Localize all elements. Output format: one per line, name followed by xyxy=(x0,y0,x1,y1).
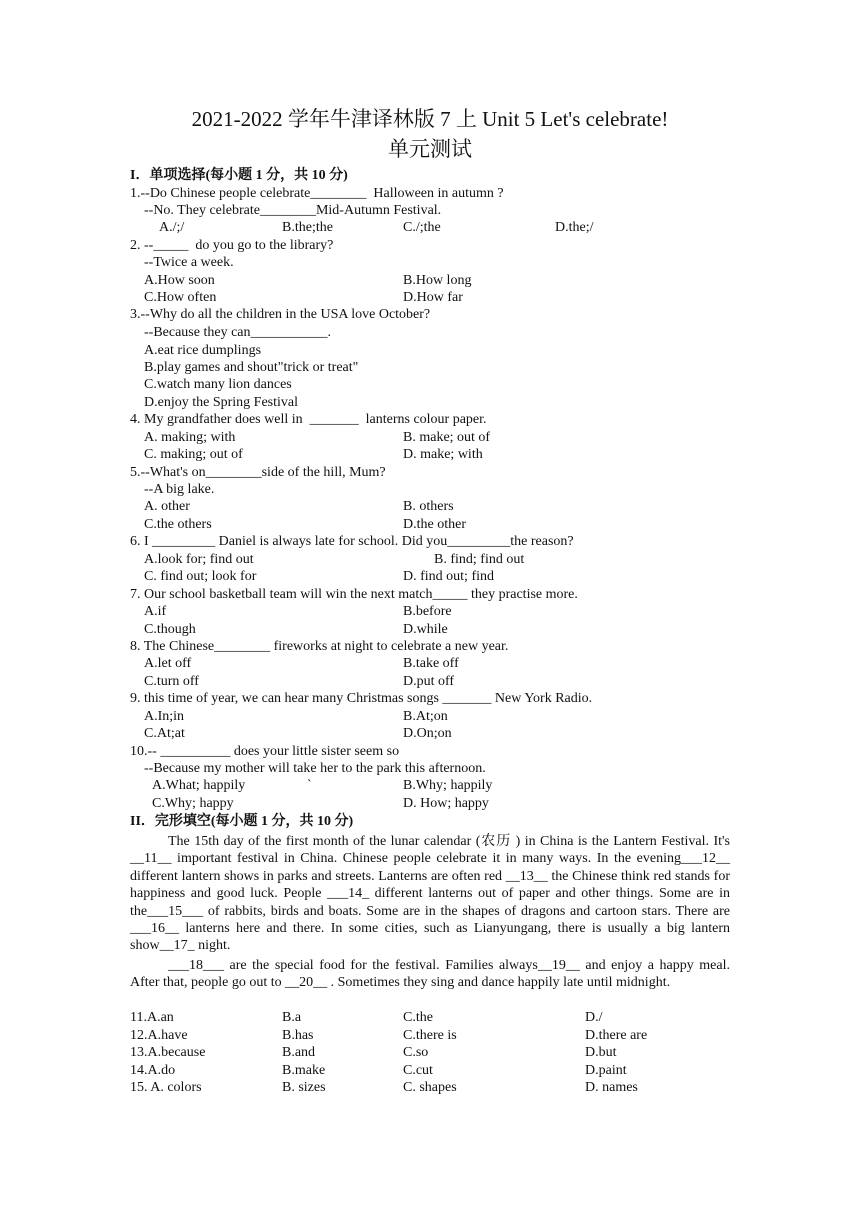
passage-text: lanterns here and there. In some cities, such as Lianyungang, there is usually a big lantern show xyxy=(130,921,730,954)
q8-option-a: A.let off xyxy=(144,656,192,671)
q6-option-a: A.look for; find out xyxy=(144,552,254,567)
q8-option-d: D.put off xyxy=(403,674,455,689)
section-2-heading: II．完形填空(每小题 1 分，共 10 分) xyxy=(130,814,354,829)
q4-option-d: D. make; with xyxy=(403,447,483,462)
blank-11: __11__ xyxy=(130,851,172,867)
q10-reply: --Because my mother will take her to the park this afternoon. xyxy=(144,761,486,776)
q5-reply: --A big lake. xyxy=(144,482,215,497)
q10-option-c: C.Why; happy xyxy=(152,796,234,811)
q9-option-a: A.In;in xyxy=(144,709,185,724)
cloze-13-option-d: D.but xyxy=(585,1045,617,1060)
cloze-15-option-d: D. names xyxy=(585,1080,638,1095)
cloze-13-option-b: B.and xyxy=(282,1045,316,1060)
q2-option-a: A.How soon xyxy=(144,273,215,288)
cloze-13-option-a: 13.A.because xyxy=(130,1045,206,1060)
q4-option-a: A. making; with xyxy=(144,430,236,445)
passage-text: different lantern shows in parks and streets. Lanterns are often red xyxy=(130,868,506,884)
q10-option-b: B.Why; happily xyxy=(403,778,493,793)
q8-option-b: B.take off xyxy=(403,656,459,671)
q2-option-c: C.How often xyxy=(144,290,217,305)
q9-option-c: C.At;at xyxy=(144,726,185,741)
cloze-11-option-b: B.a xyxy=(282,1010,302,1025)
cloze-14-option-d: D.paint xyxy=(585,1063,627,1078)
cloze-15-option-a: 15. A. colors xyxy=(130,1080,202,1095)
cloze-14-option-a: 14.A.do xyxy=(130,1063,176,1078)
q1-reply: --No. They celebrate________Mid-Autumn Festival. xyxy=(144,203,442,218)
q6-option-c: C. find out; look for xyxy=(144,569,257,584)
q6-stem: 6. I _________ Daniel is always late for school. Did you_________the reason? xyxy=(130,534,574,549)
q7-option-c: C.though xyxy=(144,622,196,637)
cloze-15-option-b: B. sizes xyxy=(282,1080,326,1095)
q1-option-d: D.the;/ xyxy=(555,220,594,235)
cloze-14-option-b: B.make xyxy=(282,1063,326,1078)
q2-reply: --Twice a week. xyxy=(144,255,234,270)
q4-stem: 4. My grandfather does well in _______ lanterns colour paper. xyxy=(130,412,487,427)
q3-option-b: B.play games and shout"trick or treat" xyxy=(144,360,359,375)
q5-option-b: B. others xyxy=(403,499,454,514)
passage-text: are the special food for the festival. Families always xyxy=(224,958,538,973)
q5-option-a: A. other xyxy=(144,499,190,514)
passage-text: important festival in China. Chinese people celebrate it in many ways. In the evening xyxy=(171,851,681,867)
passage-text: and enjoy a happy meal. After that, people go out to xyxy=(130,958,730,991)
q6-option-b: B. find; find out xyxy=(434,552,525,567)
blank-19: __19__ xyxy=(537,958,580,973)
q1-option-b: B.the;the xyxy=(282,220,333,235)
q2-option-b: B.How long xyxy=(403,273,472,288)
cloze-12-option-c: C.there is xyxy=(403,1028,457,1043)
q10-option-a: A.What; happily xyxy=(152,778,246,793)
passage-text: The 15th day of the first month of the lunar calendar (农历 ) in China is the Lantern Festival. It's xyxy=(168,834,730,849)
q3-option-d: D.enjoy the Spring Festival xyxy=(144,395,298,410)
title-line-2: 单元测试 xyxy=(388,137,472,161)
cloze-paragraph-2 xyxy=(130,957,730,992)
passage-text: different lanterns out of paper and other things. Some are in the xyxy=(130,886,730,919)
q5-option-c: C.the others xyxy=(144,517,212,532)
q10-option-d: D. How; happy xyxy=(403,796,489,811)
blank-15: ___15___ xyxy=(147,903,204,919)
passage-text: . Sometimes they sing and dance happily late until midnight. xyxy=(327,975,671,991)
q3-stem: 3.--Why do all the children in the USA love October? xyxy=(130,307,431,322)
section-1-heading: I．单项选择(每小题 1 分，共 10 分) xyxy=(130,168,348,183)
passage-text: the Chinese think red stands for happiness and good luck. People xyxy=(130,868,730,902)
q5-option-d: D.the other xyxy=(403,517,466,532)
stray-mark: ` xyxy=(307,778,312,793)
blank-13: __13__ xyxy=(505,868,548,884)
blank-17: __17_ xyxy=(159,938,195,954)
cloze-11-option-d: D./ xyxy=(585,1010,603,1025)
cloze-11-option-c: C.the xyxy=(403,1010,433,1025)
q7-stem: 7. Our school basketball team will win the next match_____ they practise more. xyxy=(130,587,578,602)
blank-12: ___12__ xyxy=(681,851,730,867)
q9-option-b: B.At;on xyxy=(403,709,448,724)
q3-option-c: C.watch many lion dances xyxy=(144,377,292,392)
q10-stem: 10.-- __________ does your little sister seem so xyxy=(130,744,400,759)
cloze-13-option-c: C.so xyxy=(403,1045,429,1060)
q1-option-a: A./;/ xyxy=(159,220,185,235)
q6-option-d: D. find out; find xyxy=(403,569,494,584)
blank-14: ___14_ xyxy=(327,886,370,902)
q8-option-c: C.turn off xyxy=(144,674,199,689)
cloze-paragraph-1 xyxy=(130,833,730,955)
cloze-15-option-c: C. shapes xyxy=(403,1080,457,1095)
blank-16: ___16__ xyxy=(130,921,179,937)
q3-option-a: A.eat rice dumplings xyxy=(144,343,262,358)
q4-option-c: C. making; out of xyxy=(144,447,243,462)
q8-stem: 8. The Chinese________ fireworks at night to celebrate a new year. xyxy=(130,639,509,654)
cloze-12-option-d: D.there are xyxy=(585,1028,648,1043)
blank-18: ___18___ xyxy=(168,958,224,973)
passage-text: of rabbits, birds and boats. Some are in the shapes of dragons and cartoon stars. There are xyxy=(203,903,730,919)
q7-option-a: A.if xyxy=(144,604,167,619)
passage-text: night. xyxy=(194,938,231,954)
q9-option-d: D.On;on xyxy=(403,726,452,741)
cloze-14-option-c: C.cut xyxy=(403,1063,433,1078)
q7-option-d: D.while xyxy=(403,622,448,637)
q9-stem: 9. this time of year, we can hear many Christmas songs _______ New York Radio. xyxy=(130,691,593,706)
q1-option-c: C./;the xyxy=(403,220,441,235)
blank-20: __20__ xyxy=(285,975,328,991)
q1-stem: 1.--Do Chinese people celebrate________ Halloween in autumn ? xyxy=(130,186,504,201)
cloze-11-option-a: 11.A.an xyxy=(130,1010,174,1025)
q2-option-d: D.How far xyxy=(403,290,463,305)
cloze-12-option-a: 12.A.have xyxy=(130,1028,188,1043)
q7-option-b: B.before xyxy=(403,604,452,619)
cloze-12-option-b: B.has xyxy=(282,1028,314,1043)
q5-stem: 5.--What's on________side of the hill, Mum? xyxy=(130,465,386,480)
q2-stem: 2. --_____ do you go to the library? xyxy=(130,238,334,253)
q3-reply: --Because they can___________. xyxy=(144,325,331,340)
title-line-1: 2021-2022 学年牛津译林版 7 上 Unit 5 Let's celebrate! xyxy=(191,107,669,131)
q4-option-b: B. make; out of xyxy=(403,430,491,445)
